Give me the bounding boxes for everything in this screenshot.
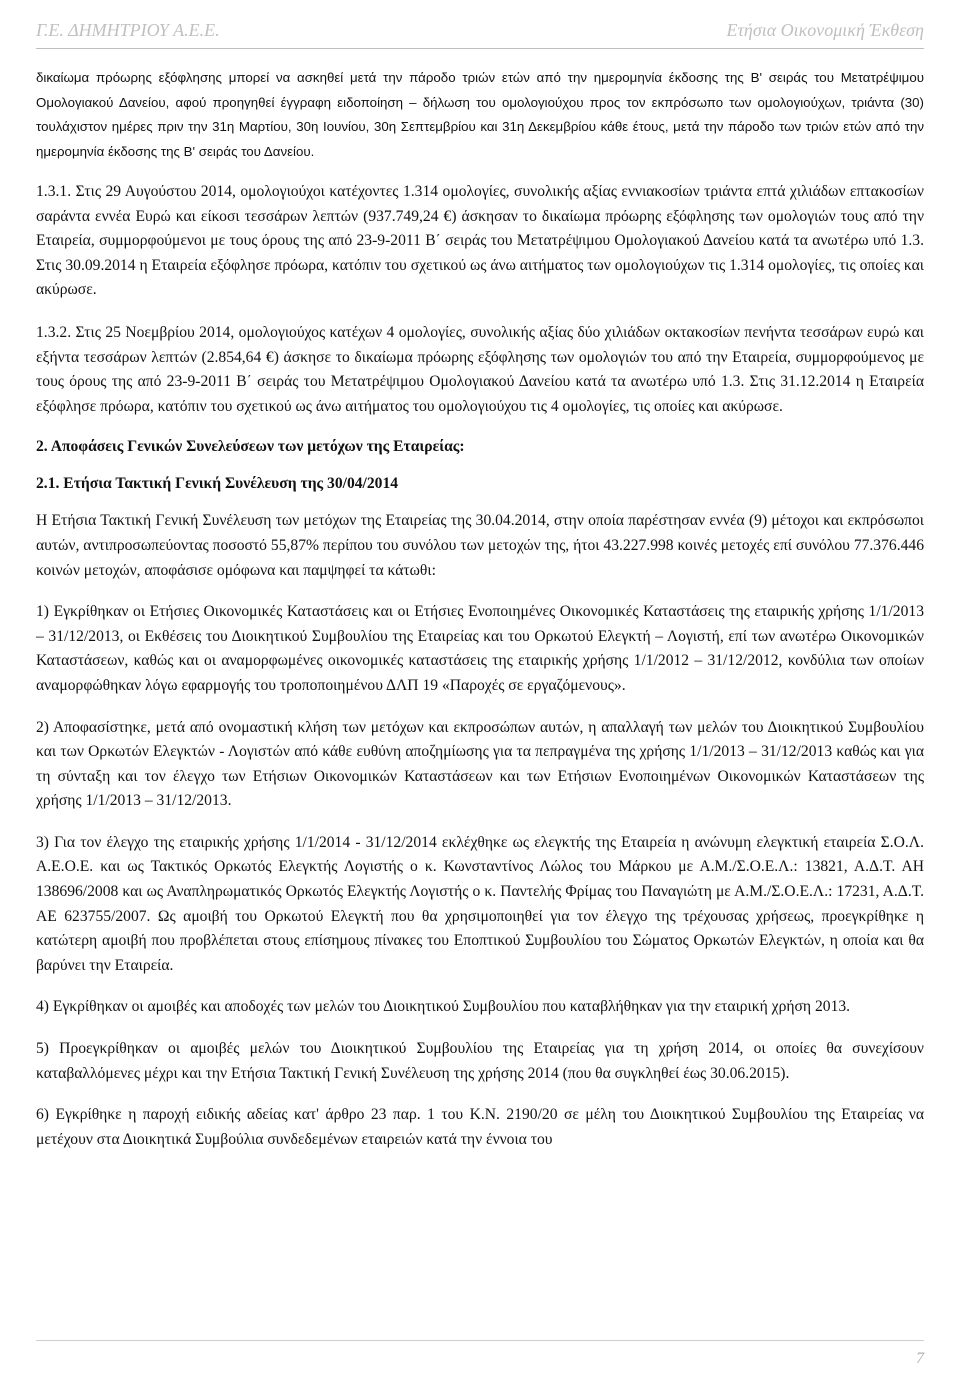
page-number: 7	[916, 1350, 924, 1367]
section-heading-2: 2. Αποφάσεις Γενικών Συνελεύσεων των μετόχων της Εταιρείας:	[36, 438, 465, 456]
decision-2: 2) Αποφασίστηκε, μετά από ονομαστική κλήση των μετόχων και εκπροσώπων αυτών, η απαλλαγή των μελών του Διοικητικού Συμβουλίου και των Ορκωτών Ελεγκτών - Λογιστών από κάθε ευθύνη αποζημίωσης για τα πεπραγμένα της χρήσης 1/1/2013 – 31/12/2013 καθώς και για τη σύνταξη και τον έλεγχο των Ετήσιων Οικονομικών Καταστάσεων και των Ετήσιων Ενοποιημένων Οικονομικών Καταστάσεων της χρήσης 1/1/2013 – 31/12/2013.	[36, 718, 924, 810]
page-body	[36, 66, 924, 1152]
paragraph-1-3-2: 1.3.2. Στις 25 Νοεμβρίου 2014, ομολογιούχος κατέχων 4 ομολογίες, συνολικής αξίας δύο χιλιάδων οκτακοσίων πενήντα τεσσάρων ευρώ και εξήντα τεσσάρων λεπτών (2.854,64 €) άσκησε το δικαίωμα πρόωρης εξόφλησης των ομολογιών του από την Εταιρεία, συμμορφούμενος με τους όρους της από 23-9-2011 Β΄ σειράς του Μετατρέψιμου Ομολογιακού Δανείου κατά τα ανωτέρω υπό 1.3. Στις 31.12.2014 η Εταιρεία εξόφλησε πρόωρα, κατόπιν του σχετικού ως άνω αιτήματος του ομολογιούχου τις 4 ομολογίες, τις οποίες και ακύρωσε.	[36, 323, 924, 415]
paragraph-1-3-1: 1.3.1. Στις 29 Αυγούστου 2014, ομολογιούχοι κατέχοντες 1.314 ομολογίες, συνολικής αξίας εννιακοσίων τριάντα επτά χιλιάδων επτακοσίων σαράντα εννέα Ευρώ και είκοσι τεσσάρων λεπτών (937.749,24 €) άσκησαν το δικαίωμα πρόωρης εξόφλησης των ομολογιών τους από την Εταιρεία, συμμορφούμενοι με τους όρους της από 23-9-2011 Β΄ σειράς του Μετατρέψιμου Ομολογιακού Δανείου κατά τα ανωτέρω υπό 1.3. Στις 30.09.2014 η Εταιρεία εξόφλησε πρόωρα, κατόπιν του σχετικού ως άνω αιτήματος των ομολογιούχων τις 1.314 ομολογίες, τις οποίες και ακύρωσε.	[36, 183, 924, 299]
decision-6: 6) Εγκρίθηκε η παροχή ειδικής αδείας κατ' άρθρο 23 παρ. 1 του Κ.Ν. 2190/20 σε μέλη του Διοικητικού Συμβουλίου της Εταιρείας να μετέχουν στα Διοικητικά Συμβούλια συνδεδεμένων εταιρειών κατά την έννοια του	[36, 1106, 924, 1148]
page-header	[36, 18, 924, 49]
decision-5: 5) Προεγκρίθηκαν οι αμοιβές μελών του Διοικητικού Συμβουλίου της Εταιρείας για τη χρήση 2014, οι οποίες θα συνεχίσουν καταβαλλόμενες μέχρι και την Ετήσια Τακτική Γενική Συνέλευση της χρήσης 2014 (που θα συγκληθεί έως 30.06.2015).	[36, 1040, 924, 1082]
agm-paragraph: Η Ετήσια Τακτική Γενική Συνέλευση των μετόχων της Εταιρείας της 30.04.2014, στην οποία παρέστησαν εννέα (9) μέτοχοι και εκπρόσωποι αυτών, αντιπροσωπεύοντας ποσοστό 55,87% περίπου του συνόλου των μετοχών της, ήτοι 43.227.998 κοινές μετοχές επί συνόλου 77.376.446 κοινών μετοχών, αποφάσισε ομόφωνα και παμψηφεί τα κάτωθι:	[36, 512, 924, 579]
intro-paragraph: δικαίωμα πρόωρης εξόφλησης μπορεί να ασκηθεί μετά την πάροδο τριών ετών από την ημερομηνία έκδοσης της Β' σειράς του Μετατρέψιμου Ομολογιακού Δανείου, αφού προηγηθεί έγγραφη ειδοποίηση – δήλωση του ομολογιούχου προς τον εκπρόσωπο των ομολογιούχων, τριάντα (30) τουλάχιστον ημέρες πριν την 31η Μαρτίου, 30η Ιουνίου, 30η Σεπτεμβρίου και 31η Δεκεμβρίου κάθε έτους, μετά την πάροδο των τριών ετών από την ημερομηνία έκδοσης της Β' σειράς του Δανείου.	[36, 70, 924, 159]
header-report-title: Ετήσια Οικονομική Έκθεση	[726, 20, 924, 40]
decision-3: 3) Για τον έλεγχο της εταιρικής χρήσης 1/1/2014 - 31/12/2014 εκλέχθηκε ως ελεγκτής της Εταιρεία η ανώνυμη ελεγκτική εταιρεία Σ.Ο.Λ. Α.Ε.Ο.Ε. και ως Τακτικός Ορκωτός Ελεγκτής Λογιστής ο κ. Κωνσταντίνος Λώλος του Μάρκου με Α.Μ./Σ.Ο.Ε.Λ.: 13821, Α.Δ.Τ. ΑΗ 138696/2008 και ως Αναπληρωματικός Ορκωτός Ελεγκτής Λογιστής ο κ. Παντελής Φρίμας του Παναγιώτη με Α.Μ./Σ.Ο.Ε.Λ.: 17231, Α.Δ.Τ. ΑΕ 623755/2007. Ως αμοιβή του Ορκωτού Ελεγκτή που θα χρησιμοποιηθεί για τον έλεγχο της τρέχουσας χρήσεως, προεγκρίθηκε η κατώτερη αμοιβή που προβλέπεται στους επίσημους πίνακες του Εποπτικού Συμβουλίου του Σώματος Ορκωτών Ελεγκτών, η οποία και θα βαρύνει την Εταιρεία.	[36, 833, 924, 974]
footer-divider	[36, 1340, 924, 1341]
decision-4: 4) Εγκρίθηκαν οι αμοιβές και αποδοχές των μελών του Διοικητικού Συμβουλίου που καταβλήθηκαν για την εταιρική χρήση 2013.	[36, 998, 851, 1016]
decision-1: 1) Εγκρίθηκαν οι Ετήσιες Οικονομικές Καταστάσεις και οι Ετήσιες Ενοποιημένες Οικονομικές Καταστάσεις της εταιρικής χρήσης 1/1/2013 – 31/12/2013, οι Εκθέσεις του Διοικητικού Συμβουλίου της Εταιρείας και του Ορκωτού Ελεγκτή – Λογιστή, επί των ανωτέρω Οικονομικών Καταστάσεων, καθώς και οι αναμορφωμένες οικονομικές καταστάσεις της εταιρικής χρήσης 1/1/2012 – 31/12/2012, κονδύλια των οποίων αναμορφώθηκαν λόγω εφαρμογής του τροποποιημένου ΔΛΠ 19 «Παροχές σε εργαζόμενους».	[36, 603, 924, 694]
header-company-name: Γ.Ε. ΔΗΜΗΤΡΙΟΥ Α.Ε.Ε.	[36, 20, 220, 40]
section-heading-2-1: 2.1. Ετήσια Τακτική Γενική Συνέλευση της 30/04/2014	[36, 475, 399, 493]
